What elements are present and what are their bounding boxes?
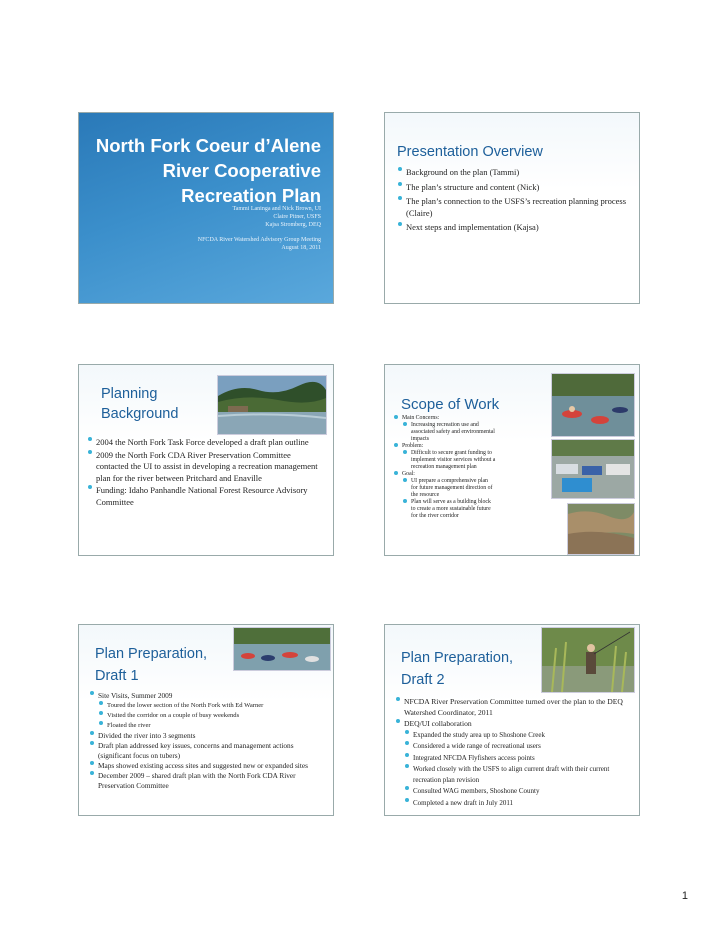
sub-item: Worked closely with the USFS to align current draft with their current recreation plan revision	[404, 764, 629, 786]
sub-item: Toured the lower section of the North Fork with Ed Warner	[98, 701, 321, 711]
slide-title	[78, 112, 334, 304]
riverbank-photo	[567, 503, 635, 555]
slide-planning-background	[78, 364, 334, 556]
section-label: Divided the river into 3 segments	[89, 731, 321, 741]
section-label: Goal:	[393, 471, 551, 478]
sub-item: Expanded the study area up to Shoshone Creek	[404, 730, 629, 742]
slide-scope-of-work	[384, 364, 640, 556]
river-floaters-photo	[233, 627, 331, 671]
event-line-2: August 18, 2011	[281, 245, 321, 251]
slide-title: Presentation Overview	[397, 144, 543, 160]
authors-line-3: Kajsa Stromberg, DEQ	[265, 222, 321, 228]
slide-title-line-2: Background	[101, 406, 179, 422]
list-item: 2004 the North Fork Task Force developed a draft plan outline	[87, 437, 319, 449]
section-label: Maps showed existing access sites and suggested new or expanded sites	[89, 761, 321, 771]
slide-title-line-2: Draft 1	[95, 668, 139, 684]
list-item: Next steps and implementation (Kajsa)	[397, 222, 631, 234]
list-item: Funding: Idaho Panhandle National Forest Resource Advisory Committee	[87, 485, 319, 508]
bullet-list	[87, 437, 319, 508]
list-item: Background on the plan (Tammi)	[397, 167, 631, 179]
sub-item: Considered a wide range of recreational users	[404, 741, 629, 753]
list-item: The plan’s connection to the USFS’s recreation planning process (Claire)	[397, 196, 631, 219]
sub-item: Floated the river	[98, 721, 321, 731]
page-number: 1	[681, 890, 688, 902]
sub-item: Increasing recreation use and associated safety and environmental impacts	[402, 422, 551, 443]
tubing-photo	[551, 373, 635, 437]
presentation-title: North Fork Coeur d’Alene River Cooperative Recreation Plan	[95, 135, 321, 206]
sub-item: Integrated NFCDA Flyfishers access points	[404, 753, 629, 765]
section-label: NFCDA River Preservation Committee turned over the plan to the DEQ Watershed Coordinator, 2011	[395, 697, 629, 718]
sub-item: Completed a new draft in July 2011	[404, 798, 629, 810]
slide-plan-prep-draft1	[78, 624, 334, 816]
slide-overview	[384, 112, 640, 304]
scope-content	[393, 415, 551, 520]
bullet-list	[397, 167, 631, 234]
parking-lot-photo	[551, 439, 635, 499]
draft1-content	[89, 691, 321, 791]
sub-item: Difficult to secure grant funding to implement visitor services without a recreation management plan	[402, 450, 551, 471]
slide-plan-prep-draft2	[384, 624, 640, 816]
section-label: Site Visits, Summer 2009	[89, 691, 321, 701]
sub-item: UI prepare a comprehensive plan for future management direction of the resource	[402, 478, 551, 499]
section-label: December 2009 – shared draft plan with the North Fork CDA River Preservation Committee	[89, 771, 321, 791]
section-label: Draft plan addressed key issues, concerns and management actions (significant focus on tubers)	[89, 741, 321, 761]
slide-title-line-2: Draft 2	[401, 672, 445, 688]
fly-fisher-photo	[541, 627, 635, 693]
slide-title: Scope of Work	[401, 396, 500, 413]
slide-title-line-1: Plan Preparation,	[95, 646, 208, 662]
event-line-1: NFCDA River Watershed Advisory Group Meeting	[197, 237, 321, 243]
slide-title-line-1: Planning	[101, 386, 158, 402]
authors-line-2: Claire Pitner, USFS	[273, 214, 321, 220]
sub-item: Consulted WAG members, Shoshone County	[404, 786, 629, 798]
authors-line-1: Tammi Laninga and Nick Brown, UI	[232, 206, 321, 212]
list-item: 2009 the North Fork CDA River Preservation Committee contacted the UI to assist in developing a recreation management plan for the river between Pritchard and Enaville	[87, 450, 319, 485]
sub-item: Plan will serve as a building block to create a more sustainable future for the river corridor	[402, 499, 551, 520]
river-photo	[217, 375, 327, 435]
section-label: Main Concerns:	[393, 415, 551, 422]
list-item: The plan’s structure and content (Nick)	[397, 182, 631, 194]
draft2-content	[395, 697, 629, 809]
section-label: Problem:	[393, 443, 551, 450]
slide-title-line-1: Plan Preparation,	[401, 650, 514, 666]
section-label: DEQ/UI collaboration	[395, 719, 629, 730]
sub-item: Visited the corridor on a couple of busy weekends	[98, 711, 321, 721]
